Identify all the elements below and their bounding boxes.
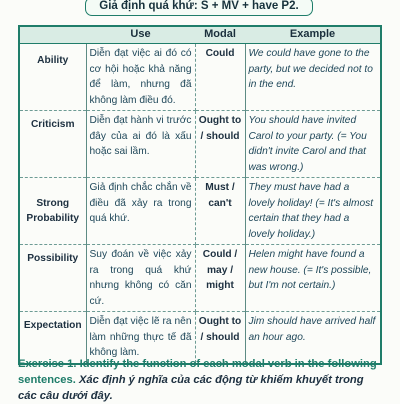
- use-cell: Suy đoán về việc xảy ra trong quá khứ nhưng không có căn cứ.: [86, 245, 195, 312]
- table-row: [19, 178, 381, 245]
- use-cell: Diễn đạt việc ai đó có cơ hội hoặc khả năng để làm, nhưng đã không làm điều đó.: [86, 44, 195, 111]
- header-example: Example: [245, 26, 381, 44]
- function-label: Ability: [19, 44, 86, 111]
- table-row: [19, 245, 381, 312]
- function-label: Expectation: [19, 312, 86, 364]
- example-cell: Helen might have found a new house. (= It's possible, but I'm not certain.): [245, 245, 381, 312]
- modal-cell: Ought to / should: [195, 111, 245, 178]
- use-cell: Giả định chắc chắn về điều đã xảy ra trong quá khứ.: [86, 178, 195, 245]
- modal-cell: Ought to / should: [195, 312, 245, 364]
- header-blank: [19, 26, 86, 44]
- modal-verbs-table: [18, 25, 382, 365]
- function-label: Strong Probability: [19, 178, 86, 245]
- table-header-row: [19, 26, 381, 44]
- use-cell: Diễn đạt hành vi trước đây của ai đó là xấu hoặc sai lầm.: [86, 111, 195, 178]
- example-cell: We could have gone to the party, but we decided not to in the end.: [245, 44, 381, 111]
- example-cell: They must have had a lovely holiday! (= It's almost certain that they had a lovely holiday.): [245, 178, 381, 245]
- table-row: [19, 111, 381, 178]
- modal-cell: Could: [195, 44, 245, 111]
- exercise-vietnamese: Xác định ý nghĩa của các động từ khiếm khuyết trong các câu dưới đây.: [18, 374, 364, 402]
- header-use: Use: [86, 26, 195, 44]
- section-title: Giả định quá khứ: S + MV + have P2.: [85, 0, 313, 16]
- table-row: [19, 44, 381, 111]
- use-cell: Diễn đạt việc lẽ ra nên làm những thực tế đã không làm.: [86, 312, 195, 364]
- example-cell: Jim should have arrived half an hour ago.: [248, 316, 376, 343]
- exercise-heading: [18, 356, 380, 404]
- function-label: Criticism: [19, 111, 86, 178]
- example-cell: You should have invited Carol to your party. (= You didn't invite Carol and that was wrong.): [245, 111, 381, 178]
- function-label: Possibility: [19, 245, 86, 312]
- exercise-label: Exercise 1. Identify the function of each modal verb in the following sentences.: [18, 358, 377, 386]
- header-modal: Modal: [195, 26, 245, 44]
- modal-cell: Must / can't: [195, 178, 245, 245]
- modal-cell: Could / may / might: [195, 245, 245, 312]
